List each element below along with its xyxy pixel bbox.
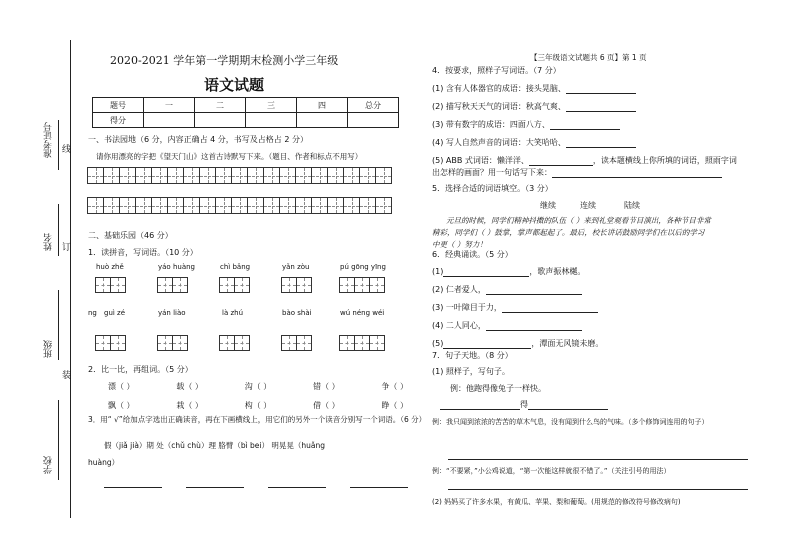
score-input-cell[interactable] — [297, 113, 348, 128]
q6-item-text: ，歌声振林樾。 — [529, 267, 586, 276]
score-head-cell: 一 — [144, 98, 195, 113]
score-head-cell: 题号 — [93, 98, 144, 113]
pinyin: pú gōng yīng — [340, 263, 386, 271]
answer-line[interactable] — [550, 120, 620, 130]
writing-cell[interactable] — [215, 197, 232, 214]
q5-passage: 中更（ ）努力！ — [432, 240, 487, 249]
score-table — [92, 97, 399, 128]
answer-line[interactable] — [529, 156, 593, 166]
compare-item: 睁（ ） — [381, 401, 408, 410]
answer-line[interactable] — [268, 478, 326, 488]
score-input-cell[interactable] — [348, 113, 399, 128]
pinyin: là zhú — [222, 309, 244, 317]
compare-item: 栽（ ） — [176, 401, 203, 410]
answer-line[interactable] — [566, 102, 636, 112]
answer-grid[interactable] — [158, 277, 188, 293]
exam-no-line — [58, 120, 59, 170]
writing-cell[interactable] — [87, 197, 104, 214]
writing-cell[interactable] — [135, 197, 152, 214]
pinyin: chì bǎng — [220, 263, 251, 271]
q7-title: 7．句子天地。（8 分） — [432, 351, 513, 360]
q5-passage: 元旦的时候，同学们精神抖擞的队伍（ ）来到礼堂观看节目演出，各种节目非常 — [446, 216, 711, 225]
writing-cell[interactable] — [279, 167, 296, 184]
name-line — [58, 204, 59, 256]
answer-line[interactable] — [528, 400, 608, 410]
compare-item: 构（ ） — [244, 401, 272, 410]
q6-item-text: (5) — [432, 339, 444, 348]
compare-item: 争（ ） — [381, 382, 408, 391]
q5-option: 连续 — [580, 201, 596, 210]
writing-cell[interactable] — [327, 167, 344, 184]
writing-cell[interactable] — [359, 197, 376, 214]
writing-cell[interactable] — [343, 197, 360, 214]
writing-cell[interactable] — [119, 167, 136, 184]
q7-example-2: 例：我只闻到浓浓的苦苦的草木气息，没有闻到什么鸟的气味。（多个修饰词连用的句子） — [432, 418, 709, 426]
q6-item — [432, 320, 582, 331]
q4-item — [432, 137, 636, 148]
seal-label-2: 订 — [62, 243, 72, 253]
score-input-cell[interactable] — [144, 113, 195, 128]
q3-tail: huàng） — [88, 458, 120, 467]
q5-passage: 精彩，同学们（ ）鼓掌，掌声都起起了。最后，校长讲话鼓励同学们在以后的学习 — [432, 228, 705, 237]
answer-line[interactable] — [566, 84, 636, 94]
writing-cell[interactable] — [183, 167, 200, 184]
pinyin: guì zé — [104, 309, 126, 317]
q1-title: 1．读拼音，写词语。（10 分） — [88, 248, 198, 257]
page-indicator: 【三年级语文试题共 6 页】第 1 页 — [530, 53, 647, 62]
writing-cell[interactable] — [183, 197, 200, 214]
answer-grid[interactable] — [96, 335, 126, 351]
answer-grid[interactable] — [220, 335, 250, 351]
writing-cell[interactable] — [327, 197, 344, 214]
writing-cell[interactable] — [311, 197, 328, 214]
pinyin: yǎn zòu — [282, 263, 310, 271]
q3-title: 3．用“ √”给加点字选出正确读音，再在下画横线上，用它们的另外一个读音分别写一个词语。（6 分） — [88, 415, 427, 424]
q4-item — [432, 155, 737, 166]
answer-line[interactable] — [502, 303, 598, 313]
answer-line[interactable] — [443, 267, 529, 277]
q5-option: 继续 — [540, 201, 556, 210]
answer-line[interactable] — [486, 321, 582, 331]
school-line — [58, 400, 59, 480]
school-label: 学校 — [44, 456, 54, 474]
answer-line[interactable] — [350, 478, 408, 488]
q6-item-text: (3) 一叶障目于力， — [432, 303, 502, 312]
compare-item: 载（ ） — [176, 382, 203, 391]
name-label: 姓名 — [44, 233, 54, 251]
q4-item-text: (2) 描写秋天天气的词语：秋高气爽、 — [432, 102, 566, 111]
writing-grid-row-2[interactable] — [88, 197, 392, 214]
q4-item — [432, 83, 636, 94]
score-head-cell: 四 — [297, 98, 348, 113]
score-head-cell: 总分 — [348, 98, 399, 113]
q7-example-3: 例：“不要紧，”小公鸡说道，“第一次能这样就很不错了。”（关注引号的用法） — [432, 467, 671, 475]
answer-line[interactable] — [443, 339, 531, 349]
writing-cell[interactable] — [247, 197, 264, 214]
q7-example: 例：他跑得像兔子一样快。 — [450, 384, 546, 393]
writing-cell[interactable] — [311, 167, 328, 184]
writing-grid-row-1[interactable] — [88, 167, 392, 184]
q4-item-text: (4) 写人自然声音的词语：大笑哈哈、 — [432, 138, 566, 147]
writing-cell[interactable] — [231, 197, 248, 214]
compare-item: 借（ ） — [313, 401, 340, 410]
writing-cell[interactable] — [375, 197, 392, 214]
answer-line[interactable] — [440, 400, 520, 410]
writing-cell[interactable] — [135, 167, 152, 184]
answer-line[interactable] — [186, 478, 244, 488]
writing-cell[interactable] — [119, 197, 136, 214]
answer-line[interactable] — [448, 480, 748, 490]
q4-item-text: (1) 含有人体器官的成语：接头晃脑、 — [432, 84, 566, 93]
writing-cell[interactable] — [167, 197, 184, 214]
q6-item — [432, 284, 582, 295]
score-input-cell[interactable] — [195, 113, 246, 128]
score-input-cell[interactable] — [246, 113, 297, 128]
q7-fill — [440, 399, 608, 410]
section-1-instruction: 请你用漂亮的字把《望天门山》这首古诗默写下来。（题目、作者和标点不用写） — [96, 152, 363, 161]
answer-grid[interactable] — [96, 277, 126, 293]
exam-title: 2020-2021 学年第一学期期末检测小学三年级 — [110, 54, 339, 67]
writing-cell[interactable] — [247, 167, 264, 184]
pinyin: wú néng wéi — [340, 309, 385, 317]
compare-item: 飘（ ） — [108, 401, 135, 410]
pinyin: yán liào — [158, 309, 186, 317]
score-head-cell: 二 — [195, 98, 246, 113]
q6-item — [432, 338, 603, 349]
compare-item: 沟（ ） — [244, 382, 272, 391]
answer-grid[interactable] — [220, 277, 250, 293]
q6-item-text: (2) 仁者爱人， — [432, 285, 486, 294]
q6-item-text: (1) — [432, 267, 444, 276]
writing-cell[interactable] — [103, 167, 120, 184]
writing-cell[interactable] — [151, 197, 168, 214]
q7-sub-2: (2) 妈妈买了许多水果，有黄瓜、苹果、梨和葡萄。(用规范的修改符号修改病句) — [432, 498, 681, 506]
q6-title: 6．经典诵读。（5 分） — [432, 250, 513, 259]
q4-item-text: (5) ABB 式词语：懒洋洋、 — [432, 156, 529, 165]
answer-grid[interactable] — [282, 335, 312, 351]
subject-title: 语文试题 — [204, 76, 265, 94]
writing-cell[interactable] — [103, 197, 120, 214]
answer-line[interactable] — [552, 168, 722, 178]
compare-item: 漂（ ） — [108, 382, 135, 391]
q4-item-text: 出怎样的画面？用一句话写下来： — [432, 168, 552, 177]
exam-no-label: 准考证号 — [44, 122, 54, 158]
writing-cell[interactable] — [279, 197, 296, 214]
compare-item: 错（ ） — [313, 382, 340, 391]
class-label: 班级 — [44, 340, 54, 358]
score-row-label: 得分 — [93, 113, 144, 128]
answer-grid[interactable] — [340, 335, 385, 351]
seal-label-3: 装 — [62, 371, 72, 381]
writing-cell[interactable] — [263, 197, 280, 214]
q6-item — [432, 266, 585, 277]
q4-item-text: ，读本题横线上你所填的词语，照雨字词 — [592, 156, 737, 165]
writing-cell[interactable] — [295, 167, 312, 184]
writing-cell[interactable] — [343, 167, 360, 184]
q5-option: 陆续 — [624, 201, 640, 210]
writing-cell[interactable] — [199, 197, 216, 214]
q4-item — [432, 119, 620, 130]
writing-cell[interactable] — [199, 167, 216, 184]
writing-cell[interactable] — [151, 167, 168, 184]
answer-grid[interactable] — [340, 277, 385, 293]
writing-cell[interactable] — [215, 167, 232, 184]
seal-label-1: 线 — [62, 145, 72, 155]
q3-items: 假（jiǎ jià）期 处（chǔ chù）理 胳臂（bì bei） 明晃晃（huǎng — [104, 441, 326, 450]
q6-item — [432, 302, 598, 313]
answer-grid[interactable] — [158, 335, 188, 351]
answer-line[interactable] — [104, 478, 162, 488]
answer-line[interactable] — [448, 450, 748, 460]
q4-item-text: (3) 带有数字的成语：四面八方、 — [432, 120, 550, 129]
pinyin: bào shài — [282, 309, 312, 317]
q4-title: 4．按要求，照样子写词语。（7 分） — [432, 66, 561, 75]
q4-item — [432, 167, 722, 178]
q4-item — [432, 101, 636, 112]
writing-cell[interactable] — [263, 167, 280, 184]
q6-item-text: ，潭面无风镜未磨。 — [531, 339, 604, 348]
q2-title: 2．比一比，再组词。（5 分） — [88, 365, 193, 374]
pinyin: ng — [88, 309, 97, 317]
writing-cell[interactable] — [375, 167, 392, 184]
writing-cell[interactable] — [87, 167, 104, 184]
binding-line — [70, 40, 71, 518]
score-head-cell: 三 — [246, 98, 297, 113]
section-2-title: 二、基础乐园（46 分） — [88, 231, 173, 240]
pinyin: yáo huàng — [158, 263, 195, 271]
writing-cell[interactable] — [231, 167, 248, 184]
answer-line[interactable] — [486, 285, 582, 295]
class-line — [58, 290, 59, 360]
writing-cell[interactable] — [295, 197, 312, 214]
q6-item-text: (4) 二人同心， — [432, 321, 486, 330]
answer-grid[interactable] — [282, 277, 312, 293]
writing-cell[interactable] — [167, 167, 184, 184]
writing-cell[interactable] — [359, 167, 376, 184]
section-1-title: 一、书法园地（6 分，内容正确占 4 分，书写及占格占 2 分） — [88, 135, 308, 144]
q5-title: 5．选择合适的词语填空。（3 分） — [432, 184, 553, 193]
q7-fill-word: 得 — [520, 400, 528, 409]
q7-sub-1: (1) 照样子，写句子。 — [432, 367, 510, 376]
pinyin: huò zhě — [96, 263, 124, 271]
answer-line[interactable] — [566, 138, 636, 148]
